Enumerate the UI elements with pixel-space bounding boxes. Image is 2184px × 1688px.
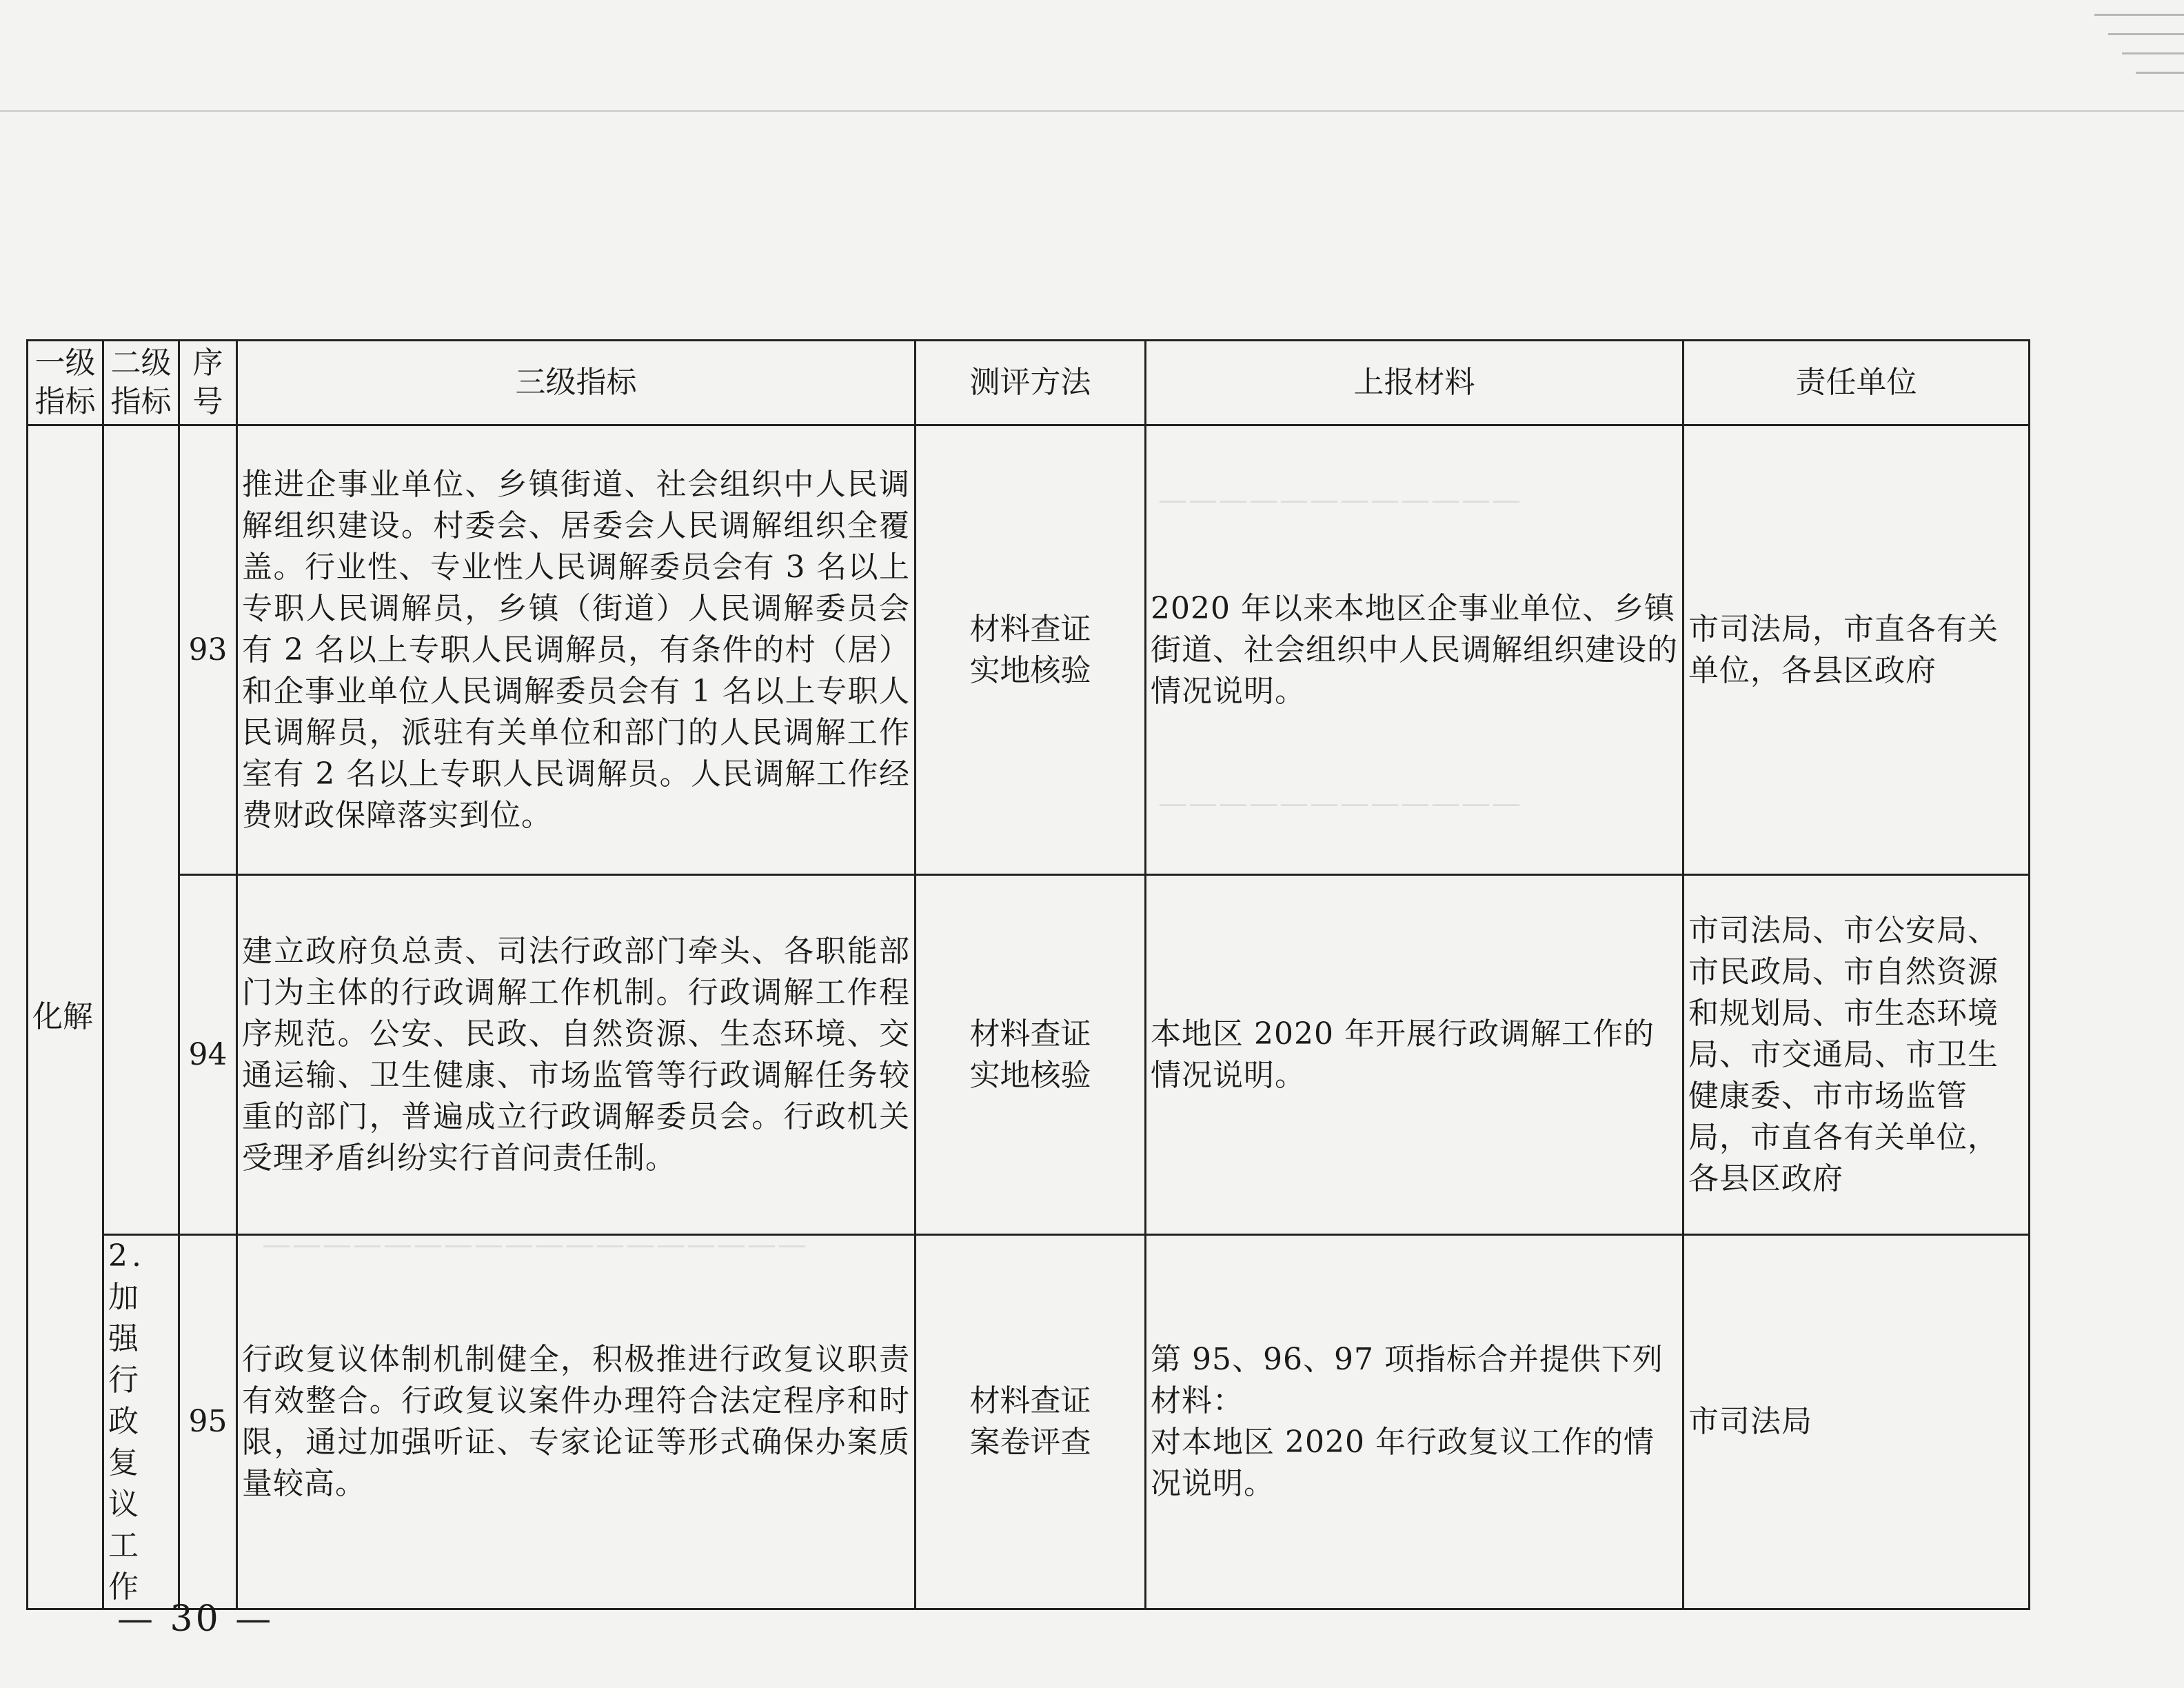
- header-evaluation-method: 测评方法: [916, 341, 1146, 425]
- header-responsible-unit: 责任单位: [1684, 341, 2030, 425]
- header-sequence-number: 序 号: [179, 341, 237, 425]
- table-header-row: [28, 341, 2030, 425]
- level2-indicator-cell: [103, 425, 179, 1235]
- show-through-mark: ————————————: [1158, 786, 1522, 820]
- evaluation-indicator-table: [26, 339, 2030, 1610]
- evaluation-method-cell: 材料查证 实地核验: [916, 875, 1146, 1235]
- submitted-material-cell: 第 95、96、97 项指标合并提供下列材料： 对本地区 2020 年行政复议工作的情况说明。: [1146, 1235, 1684, 1609]
- show-through-mark: ————————————: [1158, 483, 1522, 516]
- evaluation-method-cell: 材料查证 案卷评查: [916, 1235, 1146, 1609]
- show-through-mark: ——————————————————: [262, 1227, 808, 1261]
- level3-indicator-cell: 推进企事业单位、乡镇街道、社会组织中人民调解组织建设。村委会、居委会人民调解组织全覆盖。行业性、专业性人民调解委员会有 3 名以上专职人民调解员，乡镇（街道）人民调解委员会有 2 名以上专职人民调解员，有条件的村（居）和企事业单位人民调解委员会有 1 名以上专职人民调解员，派驻有关单位和部门的人民调解工作室有 2 名以上专职人民调解员。人民调解工作经费财政保障落实到位。: [237, 425, 916, 875]
- submitted-material-cell: 本地区 2020 年开展行政调解工作的情况说明。: [1146, 875, 1684, 1235]
- header-level3-indicator: 三级指标: [237, 341, 916, 425]
- level2-indicator-cell: 2. 加强行政复议工作: [103, 1235, 179, 1609]
- sequence-number-cell: 95: [179, 1235, 237, 1609]
- header-level2-indicator: 二级 指标: [103, 341, 179, 425]
- responsible-unit-cell: 市司法局: [1684, 1235, 2030, 1609]
- table-row: [28, 425, 2030, 875]
- level3-indicator-cell: 行政复议体制机制健全，积极推进行政复议职责有效整合。行政复议案件办理符合法定程序和时限，通过加强听证、专家论证等形式确保办案质量较高。: [237, 1235, 916, 1609]
- responsible-unit-cell: 市司法局、市公安局、市民政局、市自然资源和规划局、市生态环境局、市交通局、市卫生健康委、市市场监管局，市直各有关单位，各县区政府: [1684, 875, 2030, 1235]
- responsible-unit-cell: 市司法局，市直各有关单位，各县区政府: [1684, 425, 2030, 875]
- page-number: — 30 —: [117, 1598, 274, 1640]
- submitted-material-cell: 2020 年以来本地区企事业单位、乡镇街道、社会组织中人民调解组织建设的情况说明。: [1146, 425, 1684, 875]
- header-submitted-material: 上报材料: [1146, 341, 1684, 425]
- level1-indicator-cell: 化解: [28, 425, 103, 1609]
- level3-indicator-cell: 建立政府负总责、司法行政部门牵头、各职能部门为主体的行政调解工作机制。行政调解工作程序规范。公安、民政、自然资源、生态环境、交通运输、卫生健康、市场监管等行政调解任务较重的部门，普遍成立行政调解委员会。行政机关受理矛盾纠纷实行首问责任制。: [237, 875, 916, 1235]
- sequence-number-cell: 93: [179, 425, 237, 875]
- paper-stack-edge: [0, 0, 2184, 138]
- sequence-number-cell: 94: [179, 875, 237, 1235]
- table-row: [28, 1235, 2030, 1609]
- header-level1-indicator: 一级 指标: [28, 341, 103, 425]
- table-row: [28, 875, 2030, 1235]
- evaluation-method-cell: 材料查证 实地核验: [916, 425, 1146, 875]
